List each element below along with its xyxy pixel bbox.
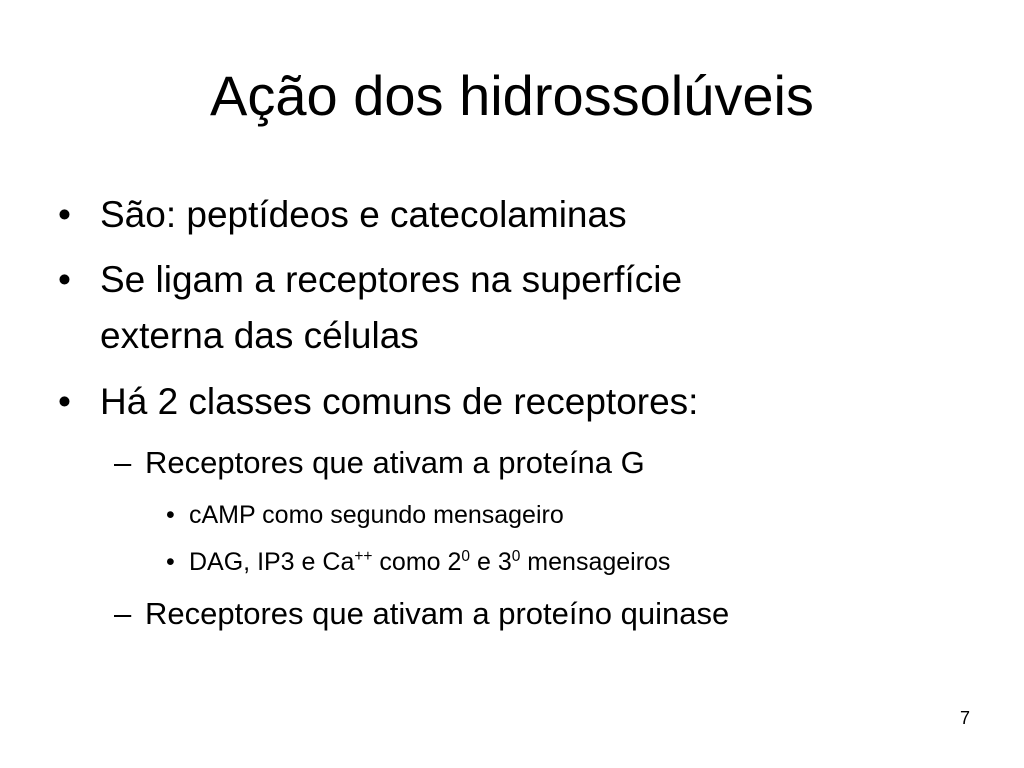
sub-sub-item-text xyxy=(189,546,670,578)
text-part: como 2 xyxy=(372,548,462,576)
bullet-item-text: Se ligam a receptores na superfície xyxy=(100,259,683,300)
bullet-item-text-continuation: externa das células xyxy=(100,315,419,356)
text-part: DAG, IP3 e Ca xyxy=(189,548,355,576)
sub-sub-item-text: cAMP como segundo mensageiro xyxy=(189,501,564,529)
page-number: 7 xyxy=(959,708,970,728)
bullet-marker: • xyxy=(58,259,71,300)
text-part: e 3 xyxy=(470,548,512,576)
superscript: 0 xyxy=(511,548,521,566)
sub-item-text: Receptores que ativam a proteíno quinase xyxy=(145,596,730,631)
bullet-item-text: São: peptídeos e catecolaminas xyxy=(100,194,627,235)
superscript: 0 xyxy=(461,548,471,566)
sub-item-text: Receptores que ativam a proteína G xyxy=(145,445,645,480)
dash-marker: – xyxy=(114,445,132,480)
dash-marker: – xyxy=(114,596,132,631)
bullet-item-text: Há 2 classes comuns de receptores: xyxy=(100,381,699,422)
text-part: mensageiros xyxy=(520,548,671,576)
small-bullet-marker: • xyxy=(166,548,175,576)
bullet-marker: • xyxy=(58,194,71,235)
slide-title: Ação dos hidrossolúveis xyxy=(210,64,814,127)
bullet-marker: • xyxy=(58,381,71,422)
small-bullet-marker: • xyxy=(166,501,175,529)
superscript: ++ xyxy=(354,548,373,566)
